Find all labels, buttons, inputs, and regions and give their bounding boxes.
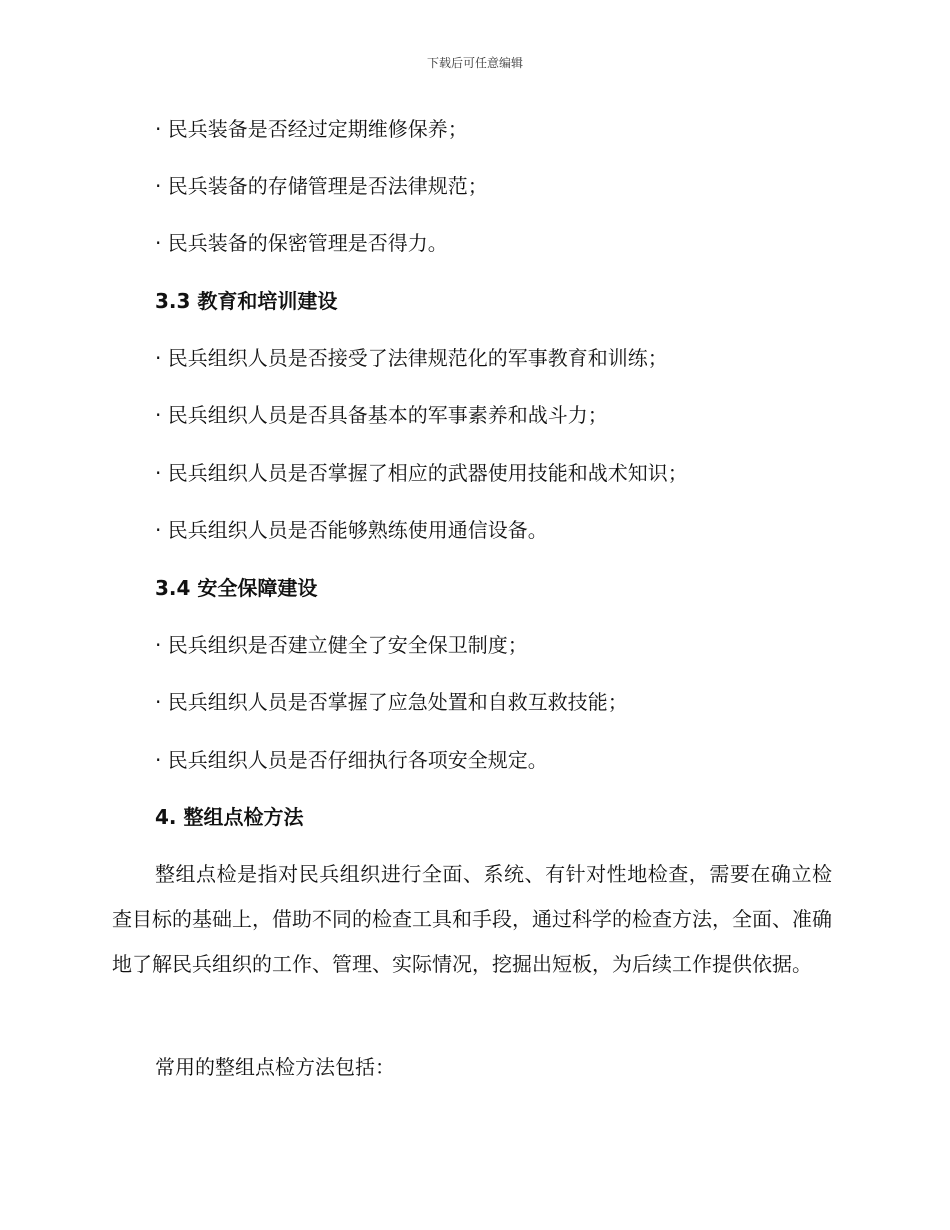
bullet-item: · 民兵装备的存储管理是否法律规范；	[155, 174, 488, 198]
bullet-item: · 民兵组织是否建立健全了安全保卫制度；	[155, 633, 528, 657]
bullet-item: · 民兵组织人员是否掌握了应急处置和自救互救技能；	[155, 690, 628, 714]
section-heading: 3.4 安全保障建设	[155, 576, 318, 600]
bullet-item: · 民兵组织人员是否能够熟练使用通信设备。	[155, 518, 548, 542]
bullet-item: · 民兵组织人员是否掌握了相应的武器使用技能和战术知识；	[155, 461, 688, 485]
section-heading: 4. 整组点检方法	[155, 805, 304, 829]
body-paragraph: 常用的整组点检方法包括：	[155, 1055, 395, 1079]
bullet-item: · 民兵组织人员是否具备基本的军事素养和战斗力；	[155, 403, 608, 427]
bullet-item: · 民兵装备的保密管理是否得力。	[155, 231, 448, 255]
bullet-item: · 民兵组织人员是否接受了法律规范化的军事教育和训练；	[155, 346, 668, 370]
section-heading: 3.3 教育和培训建设	[155, 289, 338, 313]
bullet-item: · 民兵装备是否经过定期维修保养；	[155, 117, 468, 141]
body-paragraph: 整组点检是指对民兵组织进行全面、系统、有针对性地检查，需要在确立检查目标的基础上，借助不同的检查工具和手段，通过科学的检查方法，全面、准确地了解民兵组织的工作、管理、实际情况，挖掘出短板，为后续工作提供依据。	[112, 862, 832, 976]
page-header: 下载后可任意编辑	[426, 56, 523, 70]
bullet-item: · 民兵组织人员是否仔细执行各项安全规定。	[155, 748, 548, 772]
